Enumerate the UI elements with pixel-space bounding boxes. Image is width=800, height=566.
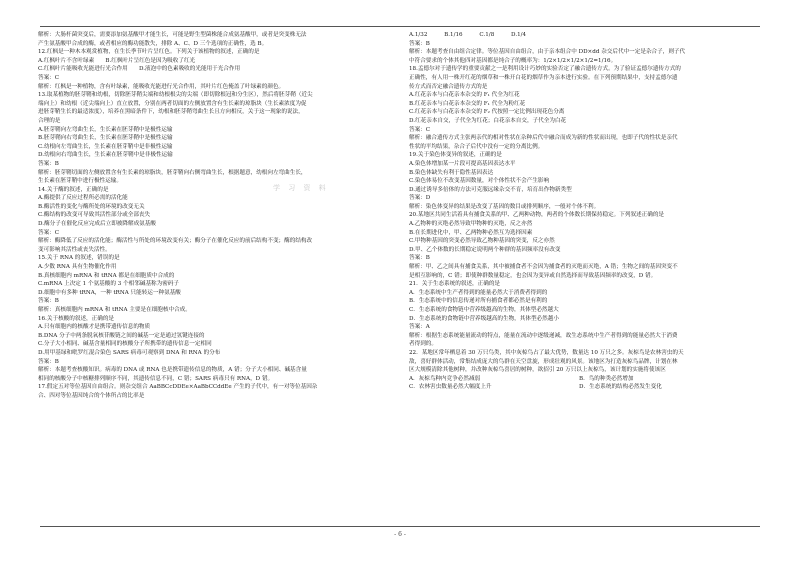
text-line: 进胚芽鞘生长的最适浓度），培养在黑暗条件下，幼根和胚芽鞘弯曲生长且方向相反，关于这一现象的说法， <box>38 109 304 116</box>
text-line: D.用甲基绿和吡罗红混合染色 SARS 病毒可观察到 DNA 和 RNA 的分布 <box>38 349 221 356</box>
text-line: C.染色体易位不改变基因数量，对个体性状不会产生影响 <box>409 178 550 185</box>
text-line: 答案：C <box>38 74 60 81</box>
text-line: C.分子大小相同、碱基含量相同的核酸分子所携带的遗传信息一定相同 <box>38 341 212 348</box>
text-line: C.mRNA 上决定 1 个氨基酸的 3 个相邻碱基称为密码子 <box>38 281 180 288</box>
text-line: 14.关于酶的叙述，正确的是 <box>38 186 109 193</box>
text-line: 12.红枫是一种木本观赏植物，在生长季节叶片呈红色。下列关于该植物的叙述，正确的是 <box>38 49 260 56</box>
text-line: 答案：A <box>409 324 430 331</box>
text-line: 17.假定五对等位基因自由组合。则杂交组合 AaBBCcDDEe×AaBbCCddEe 产生的子代中，有一对等位基因杂 <box>38 384 318 391</box>
text-line: 生长素在胚芽鞘中进行极性运输。 <box>38 178 122 185</box>
text-line: 产生氨基酸甲合成的酶，或者相应的酶功能散失，排除 A、C、D 三个选项的正确性，选 B。 <box>38 40 268 47</box>
text-line: D．生态系统的食物链中营养级越高的生物，其体型必然越小 <box>409 315 559 322</box>
text-line: 答案：B <box>38 358 59 365</box>
text-line: A.酶提供了反应过程所必需的活化能 <box>38 195 128 202</box>
text-line: 18.孟德尔对于遗传学的重要贡献之一是利用设计巧妙的实验否定了融合遗传方式。为了验证孟德尔遗传方式的 <box>409 66 681 73</box>
footer-rule <box>40 526 760 527</box>
text-line: 是相互影响的，C 错；即使种群数量稳定，也会因为变异或自然选择而导致基因频率的改变，D 错。 <box>409 272 657 279</box>
text-line: 20.某地区共同生活着具有捕食关系的甲、乙两种动物，两者的个体数长期保持稳定。下列叙述正确的是 <box>409 212 665 219</box>
text-line: A.红花亲本与白花亲本杂交的 F₁ 代全为红花 <box>409 92 520 99</box>
text-line: 合理的是 <box>38 117 61 124</box>
text-line: 解析：红枫是一种植物，含有叶绿素，能吸收光能进行光合作用，其叶片红色掩盖了叶绿素的颜色。 <box>38 83 285 90</box>
text-line: A.少数 RNA 具有生物催化作用 <box>38 264 117 271</box>
text-line: 相同的核酸分子中核糖排列顺序不同，其遗传信息不同，C 错；SARS 病毒只有 RNA，D 错。 <box>38 375 274 382</box>
text-line: 解析：真核细胞内 mRNA 和 tRNA 主要是在细胞核中合成。 <box>38 307 191 313</box>
watermark: 学 习 资 料 <box>273 184 329 192</box>
text-line: B.DNA 分子中两条脱氧核苷酸链之间的碱基一定是通过氢键连接的 <box>38 332 205 339</box>
text-line: 变可影响其活性或丧失活性。 <box>38 246 111 253</box>
text-line: 敌，喜好群体活动，常集结成庞大的鸟群在天空盘旋，形成壮观的风景。该地区为打造灰椋鸟品牌，计划在林 <box>409 358 678 365</box>
text-line: 解析：根据生态系统能量流动的特点，能量在流动中逐级递减，故生态系统中生产者得到的能量必然大于消费 <box>409 332 678 339</box>
text-line: B.红花亲本与白花亲本杂交的 F₁ 代全为粉红花 <box>409 100 526 107</box>
text-line: A.1/32 B.1/16 C.1/8 D.1/4 <box>409 32 527 38</box>
option-row <box>409 383 764 392</box>
answer-option: B．鸟的种类必然增加 <box>579 375 634 382</box>
text-line: 解析：本题考查自由组合定律。等位基因自由组合，由于亲本组合中 DD×dd 杂交后代中一定是杂合子，则子代 <box>409 49 686 56</box>
text-line: 答案：B <box>409 40 430 47</box>
text-line: 者得到的。 <box>409 341 437 348</box>
answer-option: D．生态系统的结构必然发生变化 <box>579 384 662 391</box>
text-line: 传方式而否定融合遗传方式的是 <box>409 83 488 90</box>
text-line: A.胚芽鞘向左弯曲生长，生长素在胚芽鞘中是极性运输 <box>38 126 173 133</box>
text-line: C.幼根向左弯曲生长，生长素在胚芽鞘中是非极性运输 <box>38 143 173 150</box>
answer-option: A．灰椋鸟种内竞争必然减弱 <box>409 375 481 382</box>
text-line: B.在长期进化中，甲、乙两物种必然互为选择因素 <box>409 229 533 236</box>
text-line: 解析：大肠杆菌突变后，需要添加氨基酸甲才能生长，可能是野生型菌株能合成氨基酸甲，或者是突变株无法 <box>38 32 307 38</box>
text-line: 解析：本题考查核酸知识。病毒的 DNA 或 RNA 也是携带遗传信息的物质，A 错；分子大小相同、碱基含量 <box>38 367 307 374</box>
text-line: 21．关于生态系统的叙述，正确的是 <box>409 281 501 288</box>
text-line: B.酶活性的变化与酶所处的环境的改变无关 <box>38 203 145 210</box>
text-line: 端向上）和幼根（近尖端向上）直立放置，分别在两者切面的左侧放置含有生长素的琼脂块（生长素浓度为促 <box>38 100 307 107</box>
text-line: 性状的平均结果，杂合子后代中没有一定的分离比例。 <box>409 143 544 150</box>
text-line: 解析：酶降低了反应的活化能；酶活性与所处的环境改变有关；酶分子在催化反应的前后结构不变；酶的结构改 <box>38 238 313 245</box>
text-line: 答案：C <box>409 126 431 133</box>
text-line: 16.关于核酸的叙述，正确的是 <box>38 315 115 322</box>
text-line: 合、四对等位基因纯合的个体所占的比率是 <box>38 392 145 399</box>
option-row <box>409 375 764 384</box>
text-line: A.红枫叶片不含叶绿素 B.红枫叶片呈红色是因为吸收了红光 <box>38 57 196 64</box>
text-line: 解析：融合遗传方式主张两亲代的相对性状在杂种后代中融合而成为新的性状而出现，也即子代的性状是亲代 <box>409 135 678 142</box>
text-line: 19.关于染色体变异的叙述，正确的是 <box>409 152 502 159</box>
text-line: A.乙物种的灭绝必然导致甲物种的灭绝，反之亦然 <box>409 221 533 228</box>
answer-option: C．农林害虫数量必然大幅度上升 <box>409 384 492 391</box>
text-line: D.通过诱导多倍体的方法可克服远缘杂交不育，培育出作物新类型 <box>409 186 572 193</box>
text-line: D.红花亲本自交，子代全为红花；白花亲本自交，子代全为白花 <box>409 117 567 124</box>
text-line: 解析：胚芽鞘切面的左侧放置含有生长素的琼脂块，胚芽鞘向右侧弯曲生长，根据题意，幼根向左弯曲生长， <box>38 169 307 176</box>
text-line: D.细胞中有多种 tRNA，一种 tRNA 只能转运一种氨基酸 <box>38 289 181 296</box>
text-line: A．生态系统中生产者得到的能量必然大于消费者得到的 <box>409 289 548 296</box>
text-line: 答案：B <box>38 160 59 167</box>
text-line: D.幼根向右弯曲生长，生长素在胚芽鞘中是非极性运输 <box>38 152 173 159</box>
text-line: 答案：B <box>38 298 59 305</box>
text-line: B.真核细胞内 mRNA 和 tRNA 都是在细胞质中合成的 <box>38 272 175 279</box>
text-line: C.甲物种基因的突变必然导致乙物种基因的突变，反之亦然 <box>409 238 555 245</box>
text-line: A.染色体增加某一片段可提高基因表达水平 <box>409 160 516 167</box>
text-line: 答案：C <box>38 229 60 236</box>
text-line: 中符合要求的个体其他四对基因都是纯合子的概率为：1/2×1/2×1/2×1/2=1/16。 <box>409 57 617 64</box>
text-line: A.只有细胞内的核酸才是携带遗传信息的物质 <box>38 324 151 331</box>
text-line: 15.关于 RNA 的叙述，错误的是 <box>38 255 120 262</box>
text-line: 正确性，有人用一株开红花的烟草和一株开白花的烟草作为亲本进行实验。在下列预期结果中，支持孟德尔遗 <box>409 74 678 81</box>
text-line: C.酶结构的改变可导致其活性部分或全部丧失 <box>38 212 151 219</box>
right-column <box>409 31 764 519</box>
text-line: B.胚芽鞘向右弯曲生长，生长素在胚芽鞘中是极性运输 <box>38 135 173 142</box>
text-line: D.酶分子在催化反应完成后立即被降解成氨基酸 <box>38 221 156 228</box>
text-line: C.红花亲本与白花亲本杂交的 F₂ 代按照一定比例出现花色分离 <box>409 109 565 116</box>
text-line: B.染色体缺失有利于隐性基因表达 <box>409 169 494 176</box>
text-line: 答案：B <box>409 255 430 262</box>
text-line: 解析：染色体变异的结果是改变了基因的数目或排列顺序，一般对个体不利。 <box>409 203 600 210</box>
text-line: C．生态系统的食物链中营养级越高的生物，其体型必然越大 <box>409 307 559 313</box>
text-line: 解析：甲、乙之间具有捕食关系，其中被捕食者不会因为捕食者的灭绝而灭绝，A 错；生物之间的基因突变不 <box>409 264 678 271</box>
left-column <box>38 31 393 519</box>
text-line: 区大规模清除其他树种，并改种灰椋鸟喜居的树种，欲招引 20 万只以上灰椋鸟，该计划的实施将使该区 <box>409 367 666 374</box>
text-line: 22．某地区常年栖息着 30 万只鸟类，其中灰椋鸟占了最大优势，数量达 10 万只之多。灰椋鸟是农林害虫的天 <box>409 349 684 356</box>
text-line: D.甲、乙个体数的长期稳定说明两个种群的基因频率没有改变 <box>409 246 561 253</box>
text-line: C.红枫叶片能吸收光能进行光合作用 D.液泡中的色素吸收的光能用于光合作用 <box>38 66 241 73</box>
text-line: B．生态系统中的信息传递对所有捕食者都必然是有利的 <box>409 298 548 305</box>
text-line: 13.取某植物的胚芽鞘和幼根，切除胚芽鞘尖端和幼根根尖的尖端（即切除根冠和分生区），然后将胚芽鞘（近尖 <box>38 92 313 99</box>
header-rule <box>40 26 760 27</box>
text-line: 答案：D <box>409 195 431 202</box>
page-number: - 6 - <box>394 531 406 538</box>
